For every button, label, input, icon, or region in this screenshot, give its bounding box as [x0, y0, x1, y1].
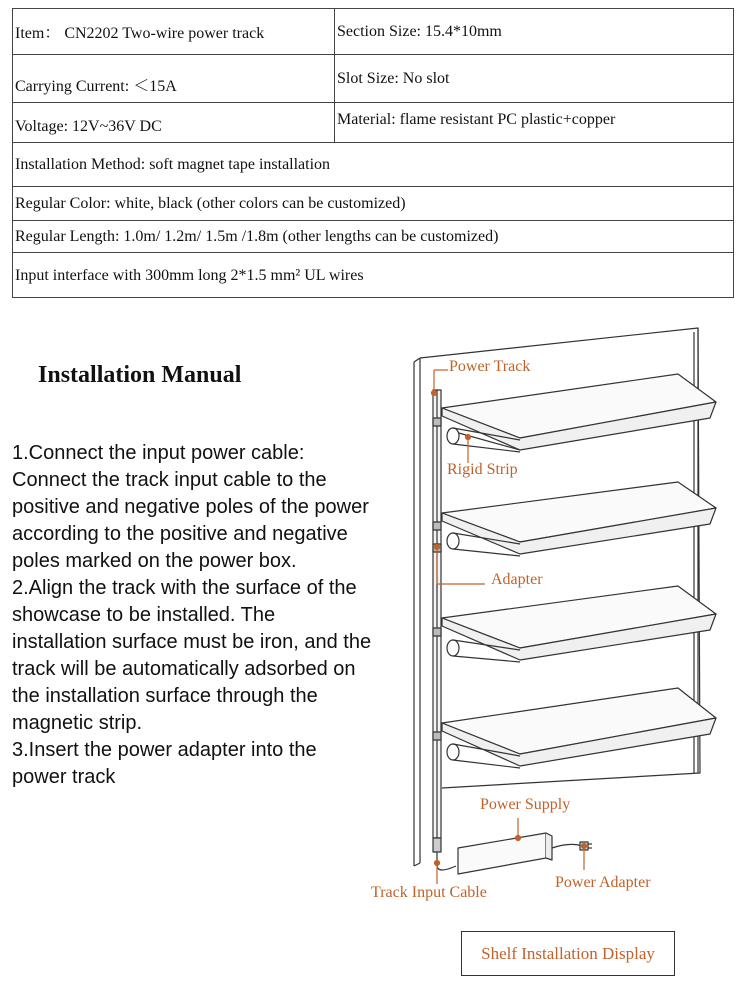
- shelf-3: [442, 586, 716, 662]
- label-adapter: Adapter: [491, 571, 543, 588]
- manual-title: Installation Manual: [38, 362, 242, 388]
- spec-voltage: Voltage: 12V~36V DC: [13, 103, 335, 142]
- spec-installation-method: Installation Method: soft magnet tape installation: [15, 155, 331, 173]
- spec-row-current: [13, 54, 733, 102]
- shelf-2: [442, 482, 716, 556]
- spec-row-input: [13, 252, 733, 298]
- manual-step-1: 1.Connect the input power cable: Connect the track input cable to the positive and negative poles of the power according to the positive and negative poles marked on the power box.: [12, 442, 369, 572]
- spec-regular-color: Regular Color: white, black (other colors can be customized): [15, 194, 406, 212]
- shelf-drawing: [360, 318, 750, 918]
- spec-material: Material: flame resistant PC plastic+copper: [337, 110, 616, 128]
- label-power-supply: Power Supply: [480, 796, 571, 813]
- spec-carrying-current: Carrying Current: ＜15A: [13, 55, 335, 102]
- spec-row-color: [13, 186, 733, 220]
- spec-row-voltage: [13, 102, 733, 142]
- manual-step-3: 3.Insert the power adapter into the power track: [12, 739, 317, 788]
- caption-box: [461, 931, 675, 976]
- power-supply-box: [458, 833, 546, 874]
- manual-body: [12, 440, 372, 791]
- label-power-track: Power Track: [449, 358, 531, 375]
- label-power-adapter: Power Adapter: [555, 874, 651, 891]
- label-rigid-strip: Rigid Strip: [447, 461, 518, 478]
- shelf-illustration: [360, 318, 750, 918]
- shelf-1: [442, 374, 716, 452]
- spec-input-interface: Input interface with 300mm long 2*1.5 mm² UL wires: [15, 266, 364, 284]
- shelf-4: [442, 688, 716, 768]
- spec-regular-length: Regular Length: 1.0m/ 1.2m/ 1.5m /1.8m (other lengths can be customized): [15, 227, 499, 245]
- spec-row-installation: [13, 142, 733, 186]
- spec-section-size: Section Size: 15.4*10mm: [337, 22, 502, 40]
- spec-row-length: [13, 220, 733, 252]
- spec-item: Item： CN2202 Two-wire power track: [13, 9, 335, 54]
- spec-row-item: [13, 9, 733, 54]
- label-track-input-cable: Track Input Cable: [371, 884, 487, 901]
- caption-text: Shelf Installation Display: [481, 943, 655, 963]
- spec-table: [12, 8, 734, 298]
- manual-step-2: 2.Align the track with the surface of the showcase to be installed. The installation surface must be iron, and the track will be automatically adsorbed on the installation surface through the magnetic strip.: [12, 577, 372, 734]
- spec-slot-size: Slot Size: No slot: [337, 69, 450, 87]
